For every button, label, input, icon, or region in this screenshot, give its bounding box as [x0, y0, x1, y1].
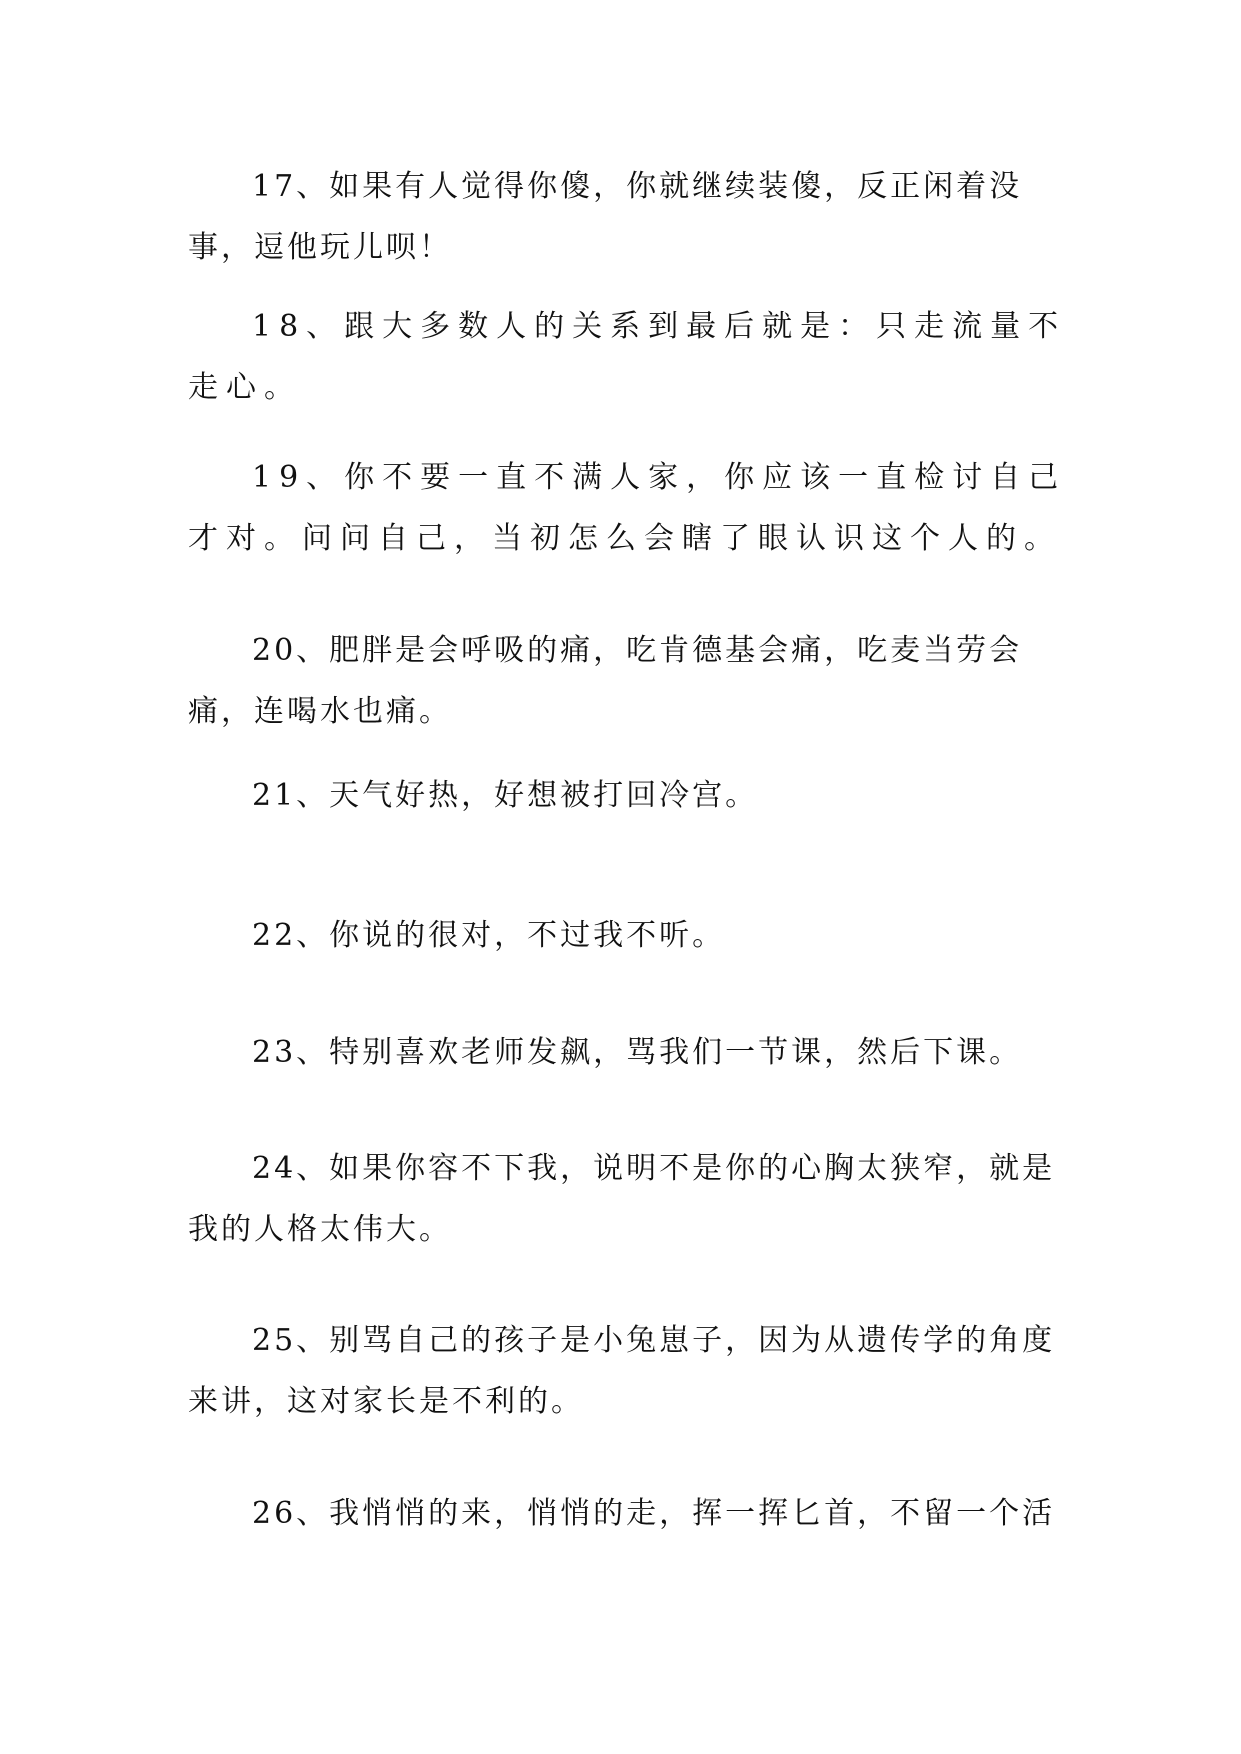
paragraph-19: 19、你不要一直不满人家，你应该一直检讨自己才对。问问自己，当初怎么会瞎了眼认识这个人的。	[188, 460, 1067, 556]
paragraph-26: 26、我悄悄的来，悄悄的走，挥一挥匕首，不留一个活	[252, 1496, 1056, 1531]
paragraph-24: 24、如果你容不下我，说明不是你的心胸太狭窄，就是我的人格太伟大。	[188, 1151, 1056, 1247]
paragraph-25: 25、别骂自己的孩子是小兔崽子，因为从遗传学的角度来讲，这对家长是不利的。	[188, 1323, 1056, 1419]
paragraph-23: 23、特别喜欢老师发飙，骂我们一节课，然后下课。	[252, 1035, 1023, 1070]
paragraph-20: 20、肥胖是会呼吸的痛，吃肯德基会痛，吃麦当劳会痛，连喝水也痛。	[188, 633, 1023, 729]
paragraph-21: 21、天气好热，好想被打回冷宫。	[252, 778, 759, 813]
paragraph-17: 17、如果有人觉得你傻，你就继续装傻，反正闲着没事，逗他玩儿呗！	[188, 169, 1023, 265]
paragraph-22: 22、你说的很对，不过我不听。	[252, 918, 726, 953]
paragraph-18: 18、跟大多数人的关系到最后就是：只走流量不走心。	[188, 309, 1067, 405]
